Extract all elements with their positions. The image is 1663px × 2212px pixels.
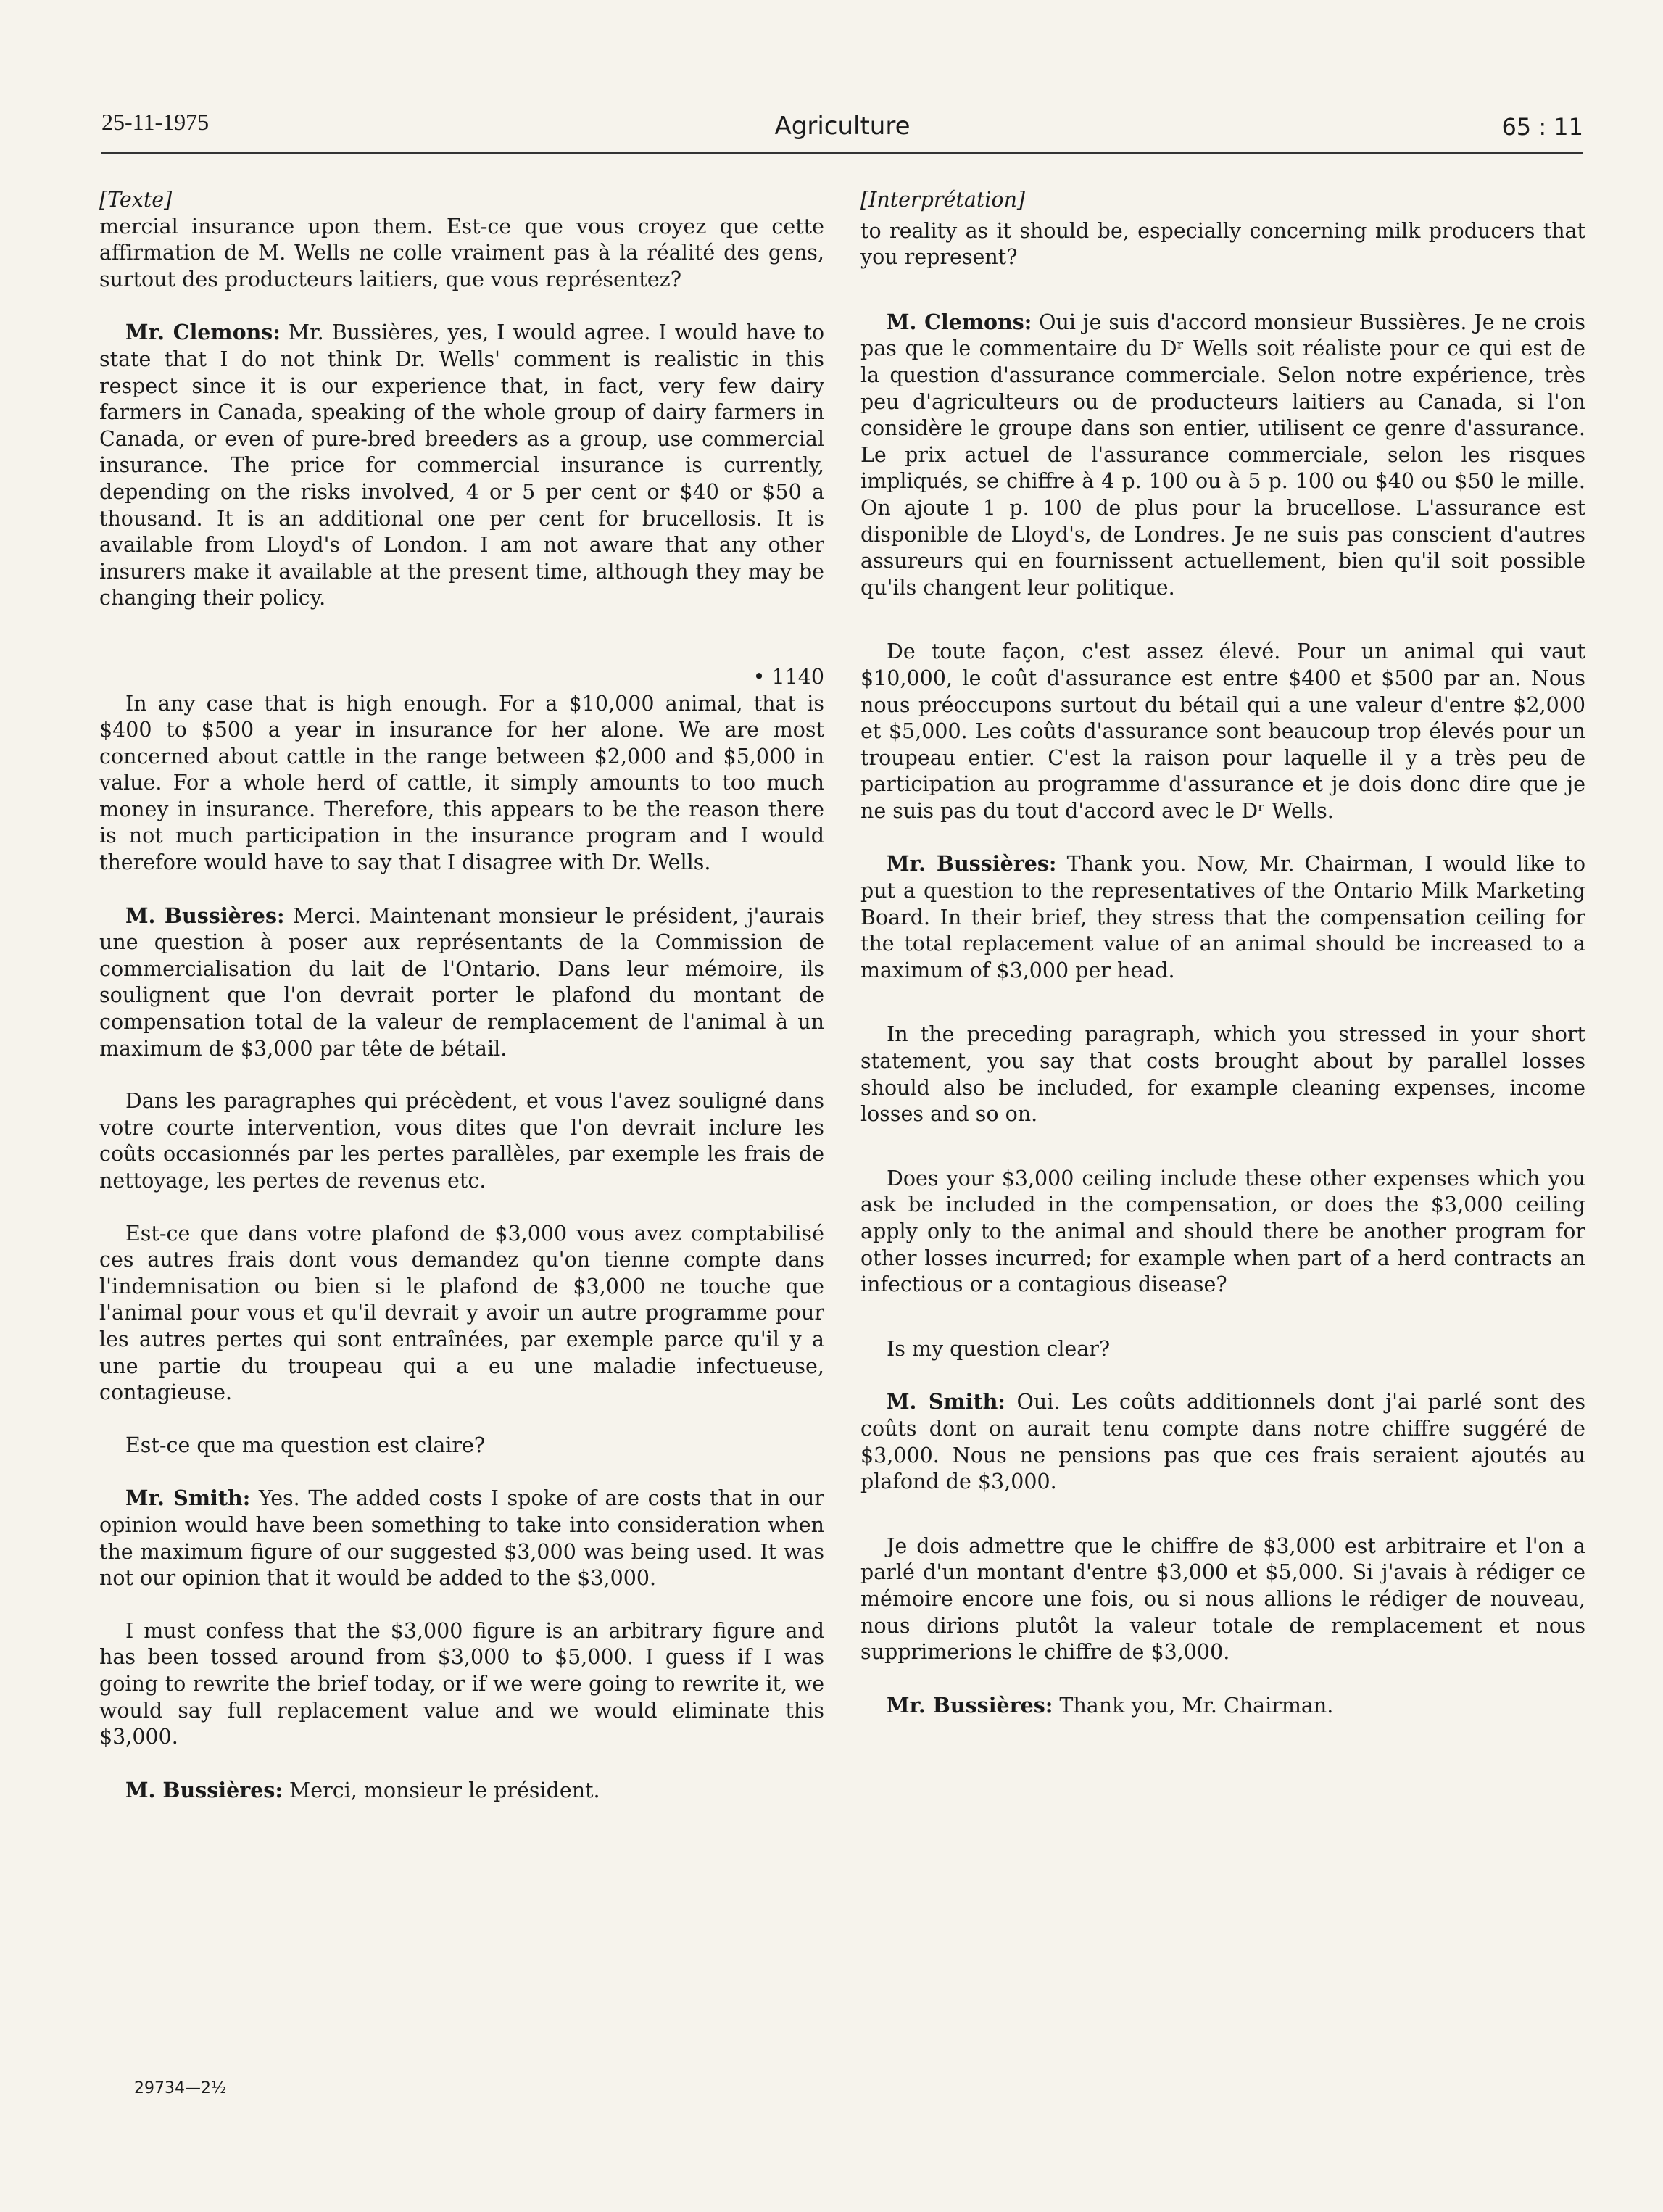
paragraph (99, 319, 824, 612)
paragraph: In the preceding paragraph, which you stressed in your short statement, you say that costs brought about by parallel losses should also be included, for example cleaning expenses, income losses and so on. (860, 1022, 1585, 1127)
speaker-name: M. Smith: (887, 1389, 1005, 1414)
speaker-name: Mr. Smith: (125, 1486, 251, 1511)
right-column-interpretation (860, 187, 1585, 1719)
paragraph (99, 903, 824, 1063)
paragraph: Dans les paragraphes qui précèdent, et vous l'avez souligné dans votre courte intervention, vous dites que l'on devrait inclure les coûts occasionnés par les pertes parallèles, par exemple les frais de nettoyage, les pertes de revenus etc. (99, 1089, 824, 1193)
paragraph (860, 1388, 1585, 1495)
speaker-name: M. Bussières: (125, 903, 285, 928)
speech-text: Thank you, Mr. Chairman. (1053, 1693, 1334, 1718)
speaker-name: Mr. Clemons: (125, 320, 281, 345)
paragraph: I must confess that the $3,000 figure is an arbitrary figure and has been tossed around from $3,000 to $5,000. I guess if I was going to rewrite the brief today, or if we were going to rewrite it, we would say full replacement value and we would eliminate this $3,000. (99, 1618, 824, 1749)
speaker-name: M. Bussières: (125, 1777, 283, 1802)
speaker-name: M. Clemons: (887, 309, 1032, 334)
speaker-name: Mr. Bussières: (887, 851, 1057, 877)
paragraph (860, 1692, 1585, 1720)
header-title: Agriculture (774, 112, 911, 141)
paragraph: De toute façon, c'est assez élevé. Pour un animal qui vaut $10,000, le coût d'assurance est entre $400 et $500 par an. Nous nous préoccupons surtout du bétail qui a une valeur d'entre $2,000 et $5,000. Les coûts d'assurance sont beaucoup trop élevés pour un troupeau entier. C'est la raison pour laquelle il y a très peu de participation au programme d'assurance et je dois donc dire que je ne suis pas du tout d'accord avec le Dʳ Wells. (860, 639, 1585, 823)
paragraph: Does your $3,000 ceiling include these other expenses which you ask be included in the compensation, or does the $3,000 ceiling apply only to the animal and should there be another program for other losses incurred; for example when part of a herd contracts an infectious or a contagious disease? (860, 1166, 1585, 1297)
header-date: 25-11-1975 (101, 109, 210, 135)
paragraph: Est-ce que ma question est claire? (125, 1433, 486, 1457)
paragraph (860, 309, 1585, 602)
footer-print-code: 29734—2½ (134, 2079, 227, 2097)
speech-text: Merci, monsieur le président. (282, 1778, 600, 1802)
paragraph: Je dois admettre que le chiffre de $3,000 est arbitraire et l'on a parlé d'un montant d'entre $3,000 et $5,000. Si j'avais à rédiger ce mémoire encore une fois, ou si nous allions le rédiger de nouveau, nous dirions plutôt la valeur totale de remplacement et nous supprimerions le chiffre de $3,000. (860, 1533, 1585, 1665)
speech-text: Merci. Maintenant monsieur le président, j'aurais une question à poser aux représentants de la Commission de commercialisation du lait de l'Ontario. Dans leur mémoire, ils soulignent que l'on devrait porter le plafond du montant de compensation total de la valeur de remplacement de l'animal à un maximum de $3,000 par tête de bétail. (99, 903, 824, 1061)
left-column-french-english (99, 187, 824, 1804)
speech-text: Thank you. Now, Mr. Chairman, I would like to put a question to the representatives of the Ontario Milk Marketing Board. In their brief, they stress that the compensation ceiling for the total replacement value of an animal should be increased to a maximum of $3,000 per head. (860, 852, 1585, 982)
speech-text: Oui je suis d'accord monsieur Bussières. Je ne crois pas que le commentaire du Dʳ Wells soit réaliste pour ce qui est de la question d'assurance commerciale. Selon notre expérience, très peu d'agriculteurs ou de producteurs laitiers au Canada, si l'on considère le groupe dans son entier, utilisent ce genre d'assurance. Le prix actuel de l'assurance commerciale, selon les risques impliqués, se chiffre à 4 p. 100 ou à 5 p. 100 ou $40 ou $50 le mille. On ajoute 1 p. 100 de plus pour la brucellose. L'assurance est disponible de Lloyd's, de Londres. Je ne suis pas conscient d'autres assureurs qui en fournissent actuellement, bien qu'il soit possible qu'ils changent leur politique. (860, 310, 1585, 600)
paragraph: Est-ce que dans votre plafond de $3,000 vous avez comptabilisé ces autres frais dont vous demandez qu'on tienne compte dans l'indemnisation ou bien si le plafond de $3,000 ne touche que l'animal pour vous et qu'il devrait y avoir un autre programme pour les autres pertes qui sont entraînées, par exemple parce qu'il y a une partie du troupeau qui a eu une maladie infectueuse, contagieuse. (99, 1221, 824, 1405)
time-marker: • 1140 (752, 664, 824, 689)
header-page-number: 65 : 11 (1501, 113, 1583, 141)
paragraph (860, 850, 1585, 984)
page-header (101, 109, 1583, 154)
paragraph: to reality as it should be, especially concerning milk producers that you represent? (860, 218, 1585, 270)
section-label-texte: [Texte] (99, 188, 173, 212)
section-label-interpretation: [Interprétation] (860, 188, 1026, 212)
paragraph: In any case that is high enough. For a $10,000 animal, that is $400 to $500 a year in insurance for her alone. We are most concerned about cattle in the range between $2,000 and $5,000 in value. For a whole herd of cattle, it simply amounts to too much money in insurance. Therefore, this appears to be the reason there is not much participation in the insurance program and I would therefore would have to say that I disagree with Dr. Wells. (99, 691, 824, 875)
paragraph (99, 1777, 824, 1805)
speech-text: Mr. Bussières, yes, I would agree. I would have to state that I do not think Dr. Wells' comment is realistic in this respect since it is our experience that, in fact, very few dairy farmers in Canada, speaking of the whole group of dairy farmers in Canada, or even of pure-bred breeders as a group, use commercial insurance. The price for commercial insurance is currently, depending on the risks involved, 4 or 5 per cent or $40 or $50 a thousand. It is an additional one per cent for brucellosis. It is available from Lloyd's of London. I am not aware that any other insurers make it available at the present time, although they may be changing their policy. (99, 320, 825, 610)
paragraph: Is my question clear? (887, 1336, 1111, 1361)
speech-text: Oui. Les coûts additionnels dont j'ai parlé sont des coûts dont on aurait tenu compte dans notre chiffre suggéré de $3,000. Nous ne pensions pas que ces frais seraient ajoutés au plafond de $3,000. (860, 1390, 1585, 1494)
paragraph: mercial insurance upon them. Est-ce que vous croyez que cette affirmation de M. Wells ne colle vraiment pas à la réalité des gens, surtout des producteurs laitiers, que vous représentez? (99, 214, 824, 291)
speech-text: Yes. The added costs I spoke of are costs that in our opinion would have been something to take into consideration when the maximum figure of our suggested $3,000 was being used. It was not our opinion that it would be added to the $3,000. (99, 1486, 824, 1591)
speaker-name: Mr. Bussières: (887, 1692, 1053, 1718)
paragraph (99, 1485, 824, 1591)
